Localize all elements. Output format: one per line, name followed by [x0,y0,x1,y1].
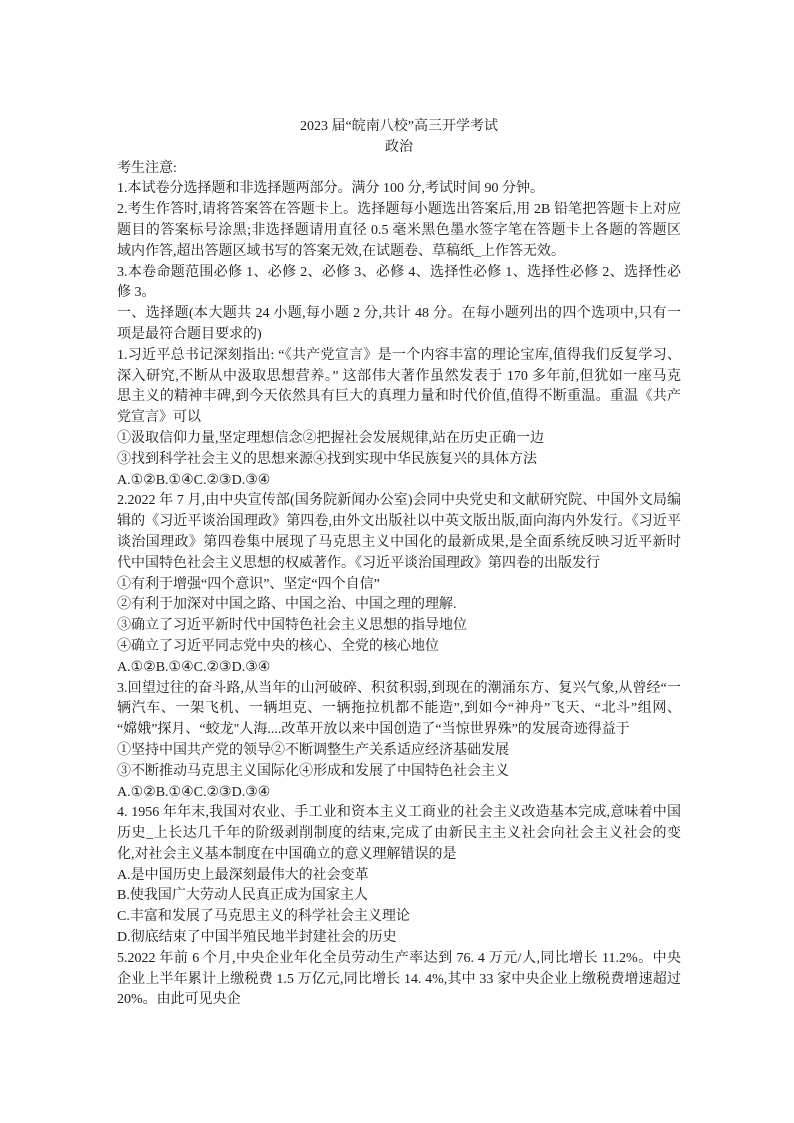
question-3-stem-line: 3.回望过往的奋斗路,从当年的山河破碎、积贫积弱,到现在的潮涌东方、复兴气象,从曾经“一 [117,680,681,696]
question-1-stem-line: 深入研究,不断从中汲取思想营养。” 这部伟大著作虽然发表于 170 多年前,但犹如一座马克 [117,368,681,384]
question-1-statement: ①汲取信仰力量,坚定理想信念②把握社会发展规律,站在历史正确一边 [117,430,544,446]
question-1-statement: ③找到科学社会主义的思想来源④找到实现中华民族复兴的具体方法 [117,451,537,467]
question-4-option-a: A.是中国历史上最深刻最伟大的社会变革 [117,867,369,883]
notice-item-2-line: 域内作答,超出答题区域书写的答案无效,在试题卷、草稿纸_上作答无效。 [117,243,565,259]
question-3-stem-line: 辆汽车、一架飞机、一辆坦克、一辆拖拉机都不能造”,到如今“神舟”飞天、“北斗”组网、 [117,701,681,717]
question-5-stem-line: 企业上半年累计上缴税费 1.5 万亿元,同比增长 14. 4%,其中 33 家中央企业上缴税费增速超过 [117,971,681,987]
exam-title: 2023 届“皖南八校”高三开学考试 [300,119,498,134]
subject-title: 政治 [385,139,413,155]
question-5-stem-line: 20%。由此可见央企 [117,992,241,1008]
section-heading-line: 一、选择题(本大题共 24 小题,每小题 2 分,共计 48 分。在每小题列出的四个选项中,只有一 [117,306,681,322]
section-heading-line: 项是最符合题目要求的) [117,326,262,342]
question-2-stem-line: 2.2022 年 7 月,由中央宣传部(国务院新闻办公室)会同中央党史和文献研究院、中国外文局编 [117,493,681,509]
question-4-stem-line: 4. 1956 年年末,我国对农业、手工业和资本主义工商业的社会主义改造基本完成,意味着中国 [117,805,681,821]
question-4-option-b: B.使我国广大劳动人民真正成为国家主人 [117,888,368,904]
question-5-stem-line: 5.2022 年前 6 个月,中央企业年化全员劳动生产率达到 76. 4 万元/人,同比增长 11.2%。中央 [117,950,681,966]
notice-item-3-line: 修 3。 [117,285,156,301]
question-2-stem-line: 辑的《习近平谈治国理政》第四卷,由外文出版社以中英文版出版,面向海内外发行。《习近平 [117,514,681,530]
question-3-stem-line: “嫦娥”探月、“蛟龙"人海....改革开放以来中国创造了“当惊世界殊”的发展奇迹得益于 [117,722,630,738]
question-3-options: A.①②B.①④C.②③D.③④ [117,784,271,800]
notice-item-1: 1.本试卷分选择题和非选择题两部分。满分 100 分,考试时间 90 分钟。 [117,181,544,197]
question-2-options: A.①②B.①④C.②③D.③④ [117,659,271,675]
question-4-stem-line: 历史_上长达几千年的阶级剥削制度的结束,完成了由新民主主义社会向社会主义社会的变 [117,826,681,842]
question-2-statement: ③确立了习近平新时代中国特色社会主义思想的指导地位 [117,618,467,634]
notice-item-3-line: 3.本卷命题范围必修 1、必修 2、必修 3、必修 4、选择性必修 1、选择性必修 2、选择性必 [117,264,681,280]
question-1-options: A.①②B.①④C.②③D.③④ [117,472,271,488]
exam-page [117,117,681,1011]
question-4-option-c: C.丰富和发展了马克思主义的科学社会主义理论 [117,909,410,925]
question-2-statement: ①有利于增强“四个意识”、坚定“四个自信” [117,576,380,592]
question-1-stem-line: 党宣言》可以 [117,410,201,426]
question-1-stem-line: 思主义的精神丰碑,到今天依然具有巨大的真理力量和时代价值,值得不断重温。重温《共产 [117,389,681,405]
question-2-stem-line: 谈治国理政》第四卷集中展现了马克思主义中国化的最新成果,是全面系统反映习近平新时 [117,534,681,550]
question-2-statement: ④确立了习近平同志党中央的核心、全党的核心地位 [117,638,439,654]
question-2-stem-line: 代中国特色社会主义思想的权威著作。《习近平谈治国理政》第四卷的出版发行 [117,555,600,571]
question-4-option-d: D.彻底结束了中国半殖民地半封建社会的历史 [117,930,397,946]
notice-item-2-line: 2.考生作答时,请将答案答在答题卡上。选择题每小题选出答案后,用 2B 铅笔把答题卡上对应 [117,202,681,218]
notice-heading: 考生注意: [117,160,177,176]
notice-item-2-line: 题目的答案标号涂黑;非选择题请用直径 0.5 毫米黑色墨水签字笔在答题卡上各题的答题区 [117,222,681,238]
question-4-stem-line: 化,对社会主义基本制度在中国确立的意义理解错误的是 [117,846,457,862]
question-2-statement: ②有利于加深对中国之路、中国之治、中国之理的理解. [117,597,457,613]
question-3-statement: ①坚持中国共产党的领导②不断调整生产关系适应经济基础发展 [117,742,509,758]
question-3-statement: ③不断推动马克思主义国际化④形成和发展了中国特色社会主义 [117,763,509,779]
question-1-stem-line: 1.习近平总书记深刻指出: “《共产党宣言》是一个内容丰富的理论宝库,值得我们反复学习、 [117,347,681,363]
